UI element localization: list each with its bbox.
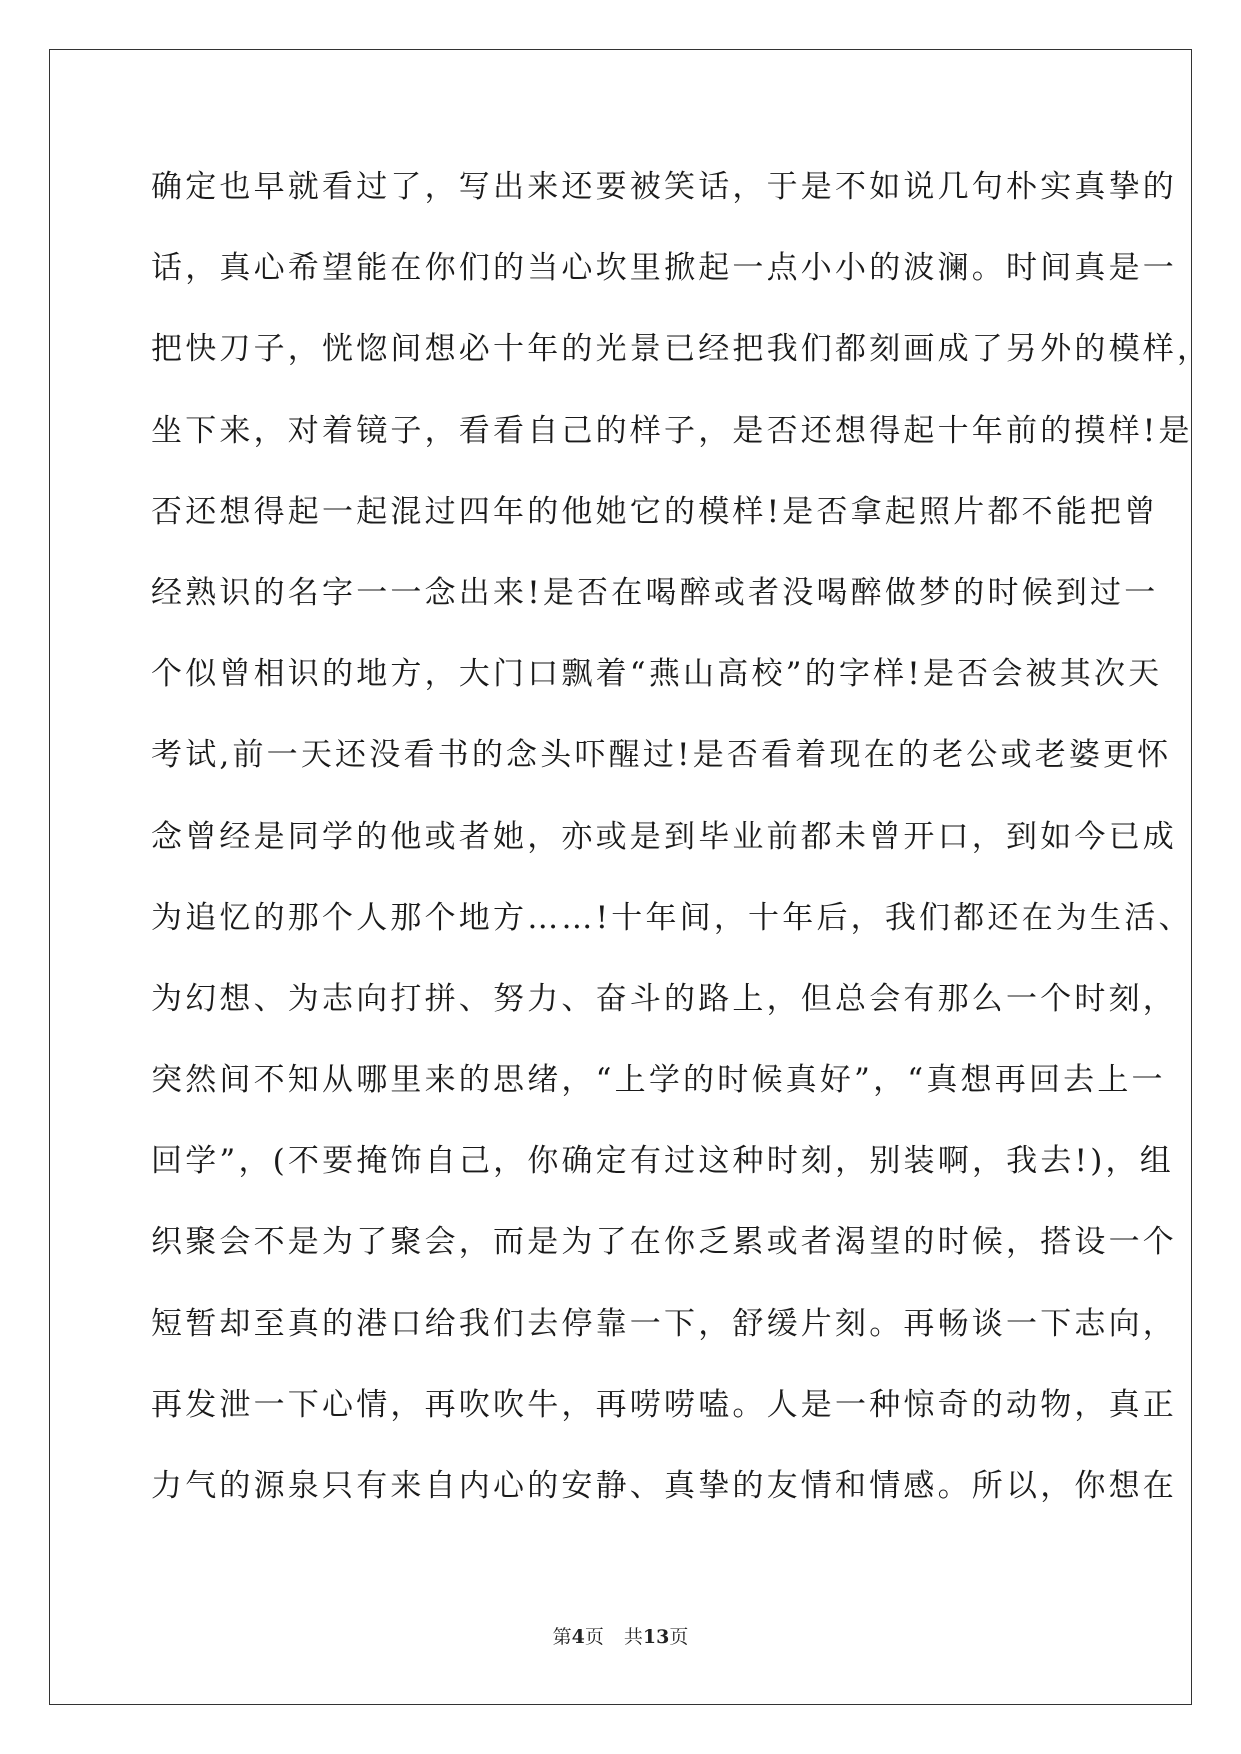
text-line: 念曾经是同学的他或者她，亦或是到毕业前都未曾开口，到如今已成 — [151, 818, 1177, 855]
text-line: 力气的源泉只有来自内心的安静、真挚的友情和情感。所以，你想在 — [151, 1468, 1177, 1504]
text-line: 坐下来，对着镜子，看看自己的样子，是否还想得起十年前的摸样!是 — [151, 412, 1193, 449]
text-line: 考试,前一天还没看书的念头吓醒过!是否看着现在的老公或老婆更怀 — [151, 737, 1172, 774]
text-line: 为追忆的那个人那个地方……!十年间，十年后，我们都还在为生活、 — [151, 899, 1193, 936]
text-line: 把快刀子，恍惚间想必十年的光景已经把我们都刻画成了另外的模样， — [151, 331, 1212, 368]
text-line: 突然间不知从哪里来的思绪，“上学的时候真好”，“真想再回去上一 — [151, 1062, 1166, 1099]
text-line: 否还想得起一起混过四年的他她它的模样!是否拿起照片都不能把曾 — [151, 493, 1159, 530]
current-page-number: 4 — [571, 1626, 585, 1648]
text-line: 话，真心希望能在你们的当心坎里掀起一点小小的波澜。时间真是一 — [151, 250, 1177, 287]
total-page-number: 13 — [642, 1626, 670, 1648]
text-line: 回学”，(不要掩饰自己，你确定有过这种时刻，别装啊，我去!)，组 — [151, 1143, 1174, 1180]
text-line: 织聚会不是为了聚会，而是为了在你乏累或者渴望的时候，搭设一个 — [151, 1224, 1177, 1261]
text-line: 个似曾相识的地方，大门口飘着“燕山高校”的字样!是否会被其次天 — [151, 656, 1163, 693]
text-line: 再发泄一下心情，再吹吹牛，再唠唠嗑。人是一种惊奇的动物，真正 — [151, 1386, 1177, 1423]
text-line: 确定也早就看过了，写出来还要被笑话，于是不如说几句朴实真挚的 — [151, 169, 1177, 205]
footer-prefix: 第 — [552, 1626, 572, 1648]
footer-total-suffix: 页 — [669, 1626, 689, 1648]
page-footer — [0, 1622, 1241, 1649]
body-text — [151, 162, 1212, 1542]
footer-page-suffix: 页 — [584, 1626, 604, 1648]
text-line: 短暂却至真的港口给我们去停靠一下，舒缓片刻。再畅谈一下志向， — [151, 1305, 1177, 1342]
footer-total-prefix: 共 — [623, 1626, 643, 1648]
text-line: 经熟识的名字一一念出来!是否在喝醉或者没喝醉做梦的时候到过一 — [151, 574, 1159, 611]
text-line: 为幻想、为志向打拼、努力、奋斗的路上，但总会有那么一个时刻， — [151, 980, 1177, 1017]
